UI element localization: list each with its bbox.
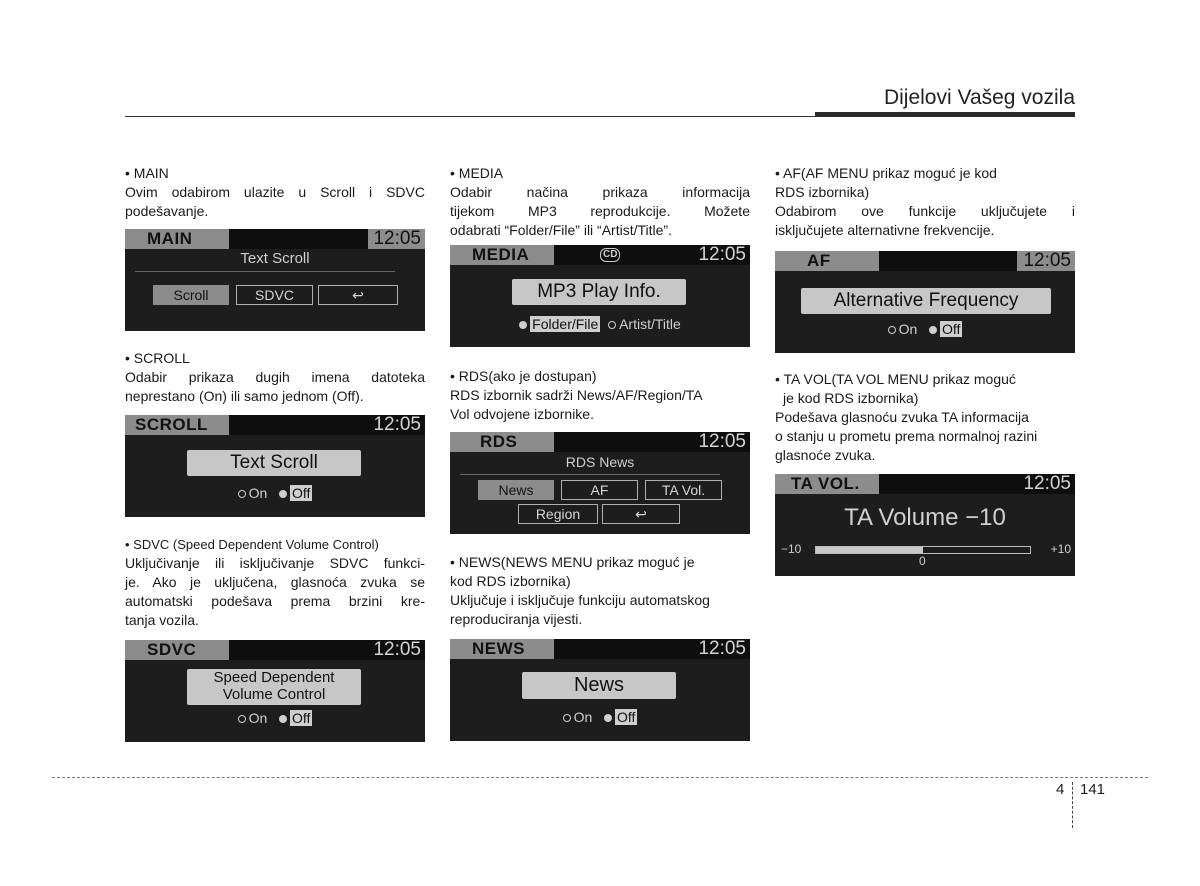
radio-selected-icon[interactable] [604,714,612,722]
tavol-bullet: • TA VOL(TA VOL MENU prikaz moguć [775,371,1016,387]
media-text-line-1: Odabir načina prikaza informacija [450,184,750,200]
news-bullet-line-2: kod RDS izbornika) [450,573,571,589]
screen-title: SDVC [125,640,229,660]
main-text-line-1: Ovim odabirom ulazite u Scroll i SDVC [125,184,425,200]
tavol-text-line-2: o stanju u prometu prema normalnoj razini [775,428,1038,444]
chapter-number: 4 [1056,781,1065,798]
af-screen [775,251,1075,353]
screen-clock: 12:05 [698,432,746,452]
radio-icon[interactable] [608,321,616,329]
news-bullet: • NEWS(NEWS MENU prikaz moguć je [450,554,695,570]
folder-file-option[interactable]: Folder/File [532,316,599,332]
screen-subtitle: Text Scroll [240,250,310,267]
radio-icon[interactable] [888,326,896,334]
media-text-line-2: tijekom MP3 reprodukcije. Možete [450,203,750,219]
back-button[interactable]: ↩ [318,285,398,305]
screen-clock: 12:05 [698,639,746,659]
ta-volume-value: TA Volume −10 [844,504,1006,531]
screen-title: SCROLL [125,415,229,435]
off-option[interactable]: Off [616,709,636,725]
af-text-line-2: isključujete alternativne frekvencije. [775,222,995,238]
sdvc-pill-line-1: Speed Dependent [213,669,335,686]
screen-subtitle: RDS News [565,454,635,470]
main-screen [125,229,425,331]
footer-divider [52,777,1148,778]
header-accent-bar [815,112,1075,117]
rds-bullet: • RDS(ako je dostupan) [450,368,597,384]
on-off-options [775,321,1075,337]
page-number: 141 [1080,781,1106,798]
radio-icon[interactable] [238,715,246,723]
sdvc-text-line-1: Uključivanje ili isključivanje SDVC funkci- [125,555,425,571]
volume-min-label: −10 [781,542,802,556]
back-button[interactable]: ↩ [602,504,680,524]
on-option[interactable]: On [573,709,593,725]
scroll-screen [125,415,425,517]
radio-icon[interactable] [238,490,246,498]
sdvc-text-line-4: tanja vozila. [125,612,199,628]
af-bullet: • AF(AF MENU prikaz moguć je kod [775,165,997,181]
on-option[interactable]: On [248,710,268,726]
scroll-section [125,349,425,406]
radio-selected-icon[interactable] [279,490,287,498]
news-pill: News [522,672,676,699]
sdvc-pill [187,669,361,705]
scroll-button[interactable]: Scroll [153,285,229,305]
rds-screen [450,432,750,534]
scroll-bullet: • SCROLL [125,350,190,366]
tavol-text-line-3: glasnoće zvuka. [775,447,876,463]
screen-title: NEWS [450,639,554,659]
screen-clock: 12:05 [373,415,421,435]
sdvc-screen [125,640,425,742]
screen-title: TA VOL. [775,474,879,494]
page-header-title: Dijelovi Vašeg vozila [883,86,1075,109]
artist-title-option[interactable]: Artist/Title [619,316,681,332]
on-off-options [125,710,425,726]
text-scroll-pill: Text Scroll [187,450,361,476]
screen-title: RDS [450,432,554,452]
rds-text-line-2: Vol odvojene izbornike. [450,406,594,422]
news-text-line-1: Uključuje i isključuje funkciju automatskog [450,592,710,608]
news-section [450,553,750,629]
sdvc-section [125,535,425,630]
on-option[interactable]: On [248,485,268,501]
sdvc-text-line-2: je. Ako je uključena, glasnoća zvuka se [125,574,425,590]
on-option[interactable]: On [898,321,918,337]
volume-slider[interactable] [815,546,1031,554]
screen-clock: 12:05 [373,640,421,660]
mp3-play-info-pill: MP3 Play Info. [512,279,686,305]
tavol-screen [775,474,1075,576]
af-section [775,164,1075,240]
volume-slider-fill [816,547,923,553]
main-section [125,164,425,221]
af-bullet-line-2: RDS izbornika) [775,184,870,200]
volume-max-label: +10 [1050,542,1071,556]
media-options [450,316,750,332]
af-text-line-1: Odabirom ove funkcije uključujete i [775,203,1075,219]
off-option[interactable]: Off [941,321,961,337]
media-bullet: • MEDIA [450,165,504,181]
cd-icon: CD [600,248,620,262]
region-button[interactable]: Region [518,504,598,524]
main-text-line-2: podešavanje. [125,203,209,219]
media-section [450,164,750,240]
screen-clock: 12:05 [1023,474,1071,494]
screen-clock: 12:05 [373,229,421,249]
sdvc-text-line-3: automatski podešava prema brzini kre- [125,593,425,609]
news-button[interactable]: News [478,480,554,500]
tavol-bullet-line-2: je kod RDS izbornika) [783,390,919,406]
main-bullet: • MAIN [125,165,169,181]
ta-vol-button[interactable]: TA Vol. [645,480,722,500]
off-option[interactable]: Off [291,485,311,501]
screen-clock: 12:05 [1023,251,1071,271]
radio-icon[interactable] [563,714,571,722]
footer-page-separator [1072,782,1073,828]
scroll-text-line-2: neprestano (On) ili samo jednom (Off). [125,388,364,404]
radio-selected-icon[interactable] [929,326,937,334]
sdvc-button[interactable]: SDVC [236,285,313,305]
screen-title: MEDIA [450,245,554,265]
radio-selected-icon[interactable] [279,715,287,723]
alternative-frequency-pill: Alternative Frequency [801,288,1051,314]
screen-clock: 12:05 [698,245,746,265]
volume-zero-label: 0 [919,554,926,568]
screen-title: MAIN [125,229,229,249]
off-option[interactable]: Off [291,710,311,726]
on-off-options [125,485,425,501]
scroll-text-line-1: Odabir prikaza dugih imena datoteka [125,369,425,385]
sdvc-bullet: • SDVC (Speed Dependent Volume Control) [125,537,379,552]
media-screen [450,245,750,347]
media-text-line-3: odabrati “Folder/File” ili “Artist/Title”. [450,222,672,238]
screen-title: AF [775,251,879,271]
tavol-text-line-1: Podešava glasnoću zvuka TA informacija [775,409,1029,425]
news-text-line-2: reproduciranja vijesti. [450,611,583,627]
sdvc-pill-line-2: Volume Control [222,686,326,703]
tavol-section [775,370,1075,465]
on-off-options [450,709,750,725]
af-button[interactable]: AF [561,480,638,500]
radio-selected-icon[interactable] [519,321,527,329]
rds-text-line-1: RDS izbornik sadrži News/AF/Region/TA [450,387,703,403]
news-screen [450,639,750,741]
rds-section [450,367,750,424]
